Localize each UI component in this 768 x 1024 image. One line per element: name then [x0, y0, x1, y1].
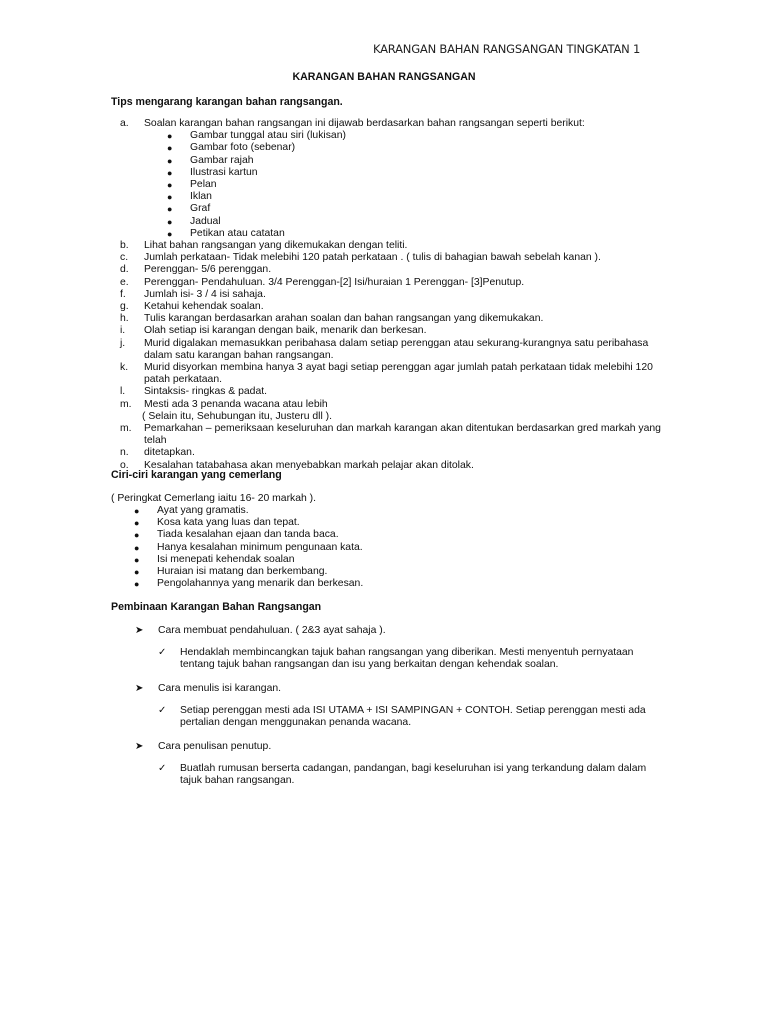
- bullet-icon: ●: [134, 542, 140, 553]
- sub-bullet: ● Graf: [167, 203, 211, 215]
- sub-bullet: ● Gambar foto (sebenar): [167, 142, 296, 154]
- list-item: o. Kesalahan tatabahasa akan menyebabkan markah pelajar akan ditolak.: [120, 459, 474, 471]
- list-item: i. Olah setiap isi karangan dengan baik, menarik dan berkesan.: [120, 325, 427, 337]
- sub-bullet: ● Gambar tunggal atau siri (lukisan): [167, 130, 346, 142]
- bullet-icon: ●: [167, 204, 173, 215]
- bullet-icon: ●: [134, 554, 140, 565]
- criteria-note: ( Peringkat Cemerlang iaitu 16- 20 markah ).: [111, 493, 317, 504]
- bullet-icon: ●: [167, 143, 173, 154]
- sub-bullet: ● Petikan atau catatan: [167, 227, 285, 239]
- bullet-icon: ●: [134, 579, 140, 590]
- sub-bullet: ● Iklan: [167, 191, 212, 203]
- list-item: ● Tiada kesalahan ejaan dan tanda baca.: [134, 529, 339, 541]
- bullet-icon: ●: [167, 228, 173, 239]
- list-item: [111, 118, 671, 130]
- bullet-icon: ●: [134, 530, 140, 541]
- list-item: e. Perenggan- Pendahuluan. 3/4 Perenggan-[2] Isi/huraian 1 Perenggan- [3]Penutup.: [120, 276, 525, 288]
- list-item: ● Isi menepati kehendak soalan: [134, 553, 295, 565]
- tips-list: [111, 118, 671, 472]
- detail-text: Hendaklah membincangkan tajuk bahan rangsangan yang diberikan. Mesti menyentuh pernyataan tentang tajuk bahan rangsangan dan isu yang berkaitan dengan kehendak soalan.: [180, 647, 634, 671]
- tips-heading: Tips mengarang karangan bahan rangsangan.: [111, 96, 343, 108]
- sub-bullet: ● Jadual: [167, 215, 221, 227]
- intro-detail: [158, 647, 658, 671]
- list-item: c. Jumlah perkataan- Tidak melebihi 120 patah perkataan . ( tulis di bahagian bawah sebelah kanan ).: [120, 252, 601, 264]
- list-item: ● Huraian isi matang dan berkembang.: [134, 566, 328, 578]
- criteria-list: [111, 505, 671, 590]
- criteria-heading: Ciri-ciri karangan yang cemerlang: [111, 469, 282, 481]
- construction-heading: Pembinaan Karangan Bahan Rangsangan: [111, 601, 322, 613]
- list-item: g. Ketahui kehendak soalan.: [120, 301, 264, 313]
- check-icon: ✓: [158, 647, 167, 658]
- bullet-icon: ●: [167, 131, 173, 142]
- material-types-list: [111, 130, 671, 240]
- list-item: ( Selain itu, Sehubungan itu, Justeru dll ).: [142, 410, 333, 422]
- sub-bullet: ● Gambar rajah: [167, 154, 254, 166]
- bullet-icon: ●: [167, 216, 173, 227]
- list-item: d. Perenggan- 5/6 perenggan.: [120, 264, 272, 276]
- list-item: m. Mesti ada 3 penanda wacana atau lebih: [120, 398, 328, 410]
- arrow-icon: ➤: [135, 625, 144, 636]
- list-item: ● Hanya kesalahan minimum pengunaan kata.: [134, 541, 363, 553]
- list-item: ● Pengolahannya yang menarik dan berkesan.: [134, 578, 364, 590]
- document-title: KARANGAN BAHAN RANGSANGAN: [292, 71, 476, 83]
- sub-bullet: ● Ilustrasi kartun: [167, 166, 258, 178]
- bullet-icon: ●: [134, 518, 140, 529]
- list-text: Soalan karangan bahan rangsangan ini dijawab berdasarkan bahan rangsangan seperti berikut:: [144, 118, 585, 129]
- list-item: n. ditetapkan.: [120, 447, 195, 459]
- body-detail: [158, 705, 658, 729]
- list-item: ● Kosa kata yang luas dan tepat.: [134, 517, 300, 529]
- conclusion-detail: [158, 763, 658, 787]
- list-item: m. Pemarkahan – pemeriksaan keseluruhan dan markah karangan akan ditentukan berdasarkan gred markah yang telah: [120, 423, 661, 447]
- list-item: l. Sintaksis- ringkas & padat.: [120, 386, 268, 398]
- sub-bullet: ● Pelan: [167, 179, 217, 191]
- bullet-icon: ●: [134, 506, 140, 516]
- list-item: k. Murid disyorkan membina hanya 3 ayat bagi setiap perenggan agar jumlah patah perkataan tidak melebihi 120 patah perkataan.: [120, 362, 653, 386]
- list-item: b. Lihat bahan rangsangan yang dikemukakan dengan teliti.: [120, 240, 408, 252]
- list-item: j. Murid digalakan memasukkan peribahasa dalam setiap perenggan atau sekurang-kurangnya satu peribahasa dalam satu karangan bahan rangsangan.: [120, 337, 649, 361]
- section-title: Cara membuat pendahuluan. ( 2&3 ayat sahaja ).: [158, 625, 386, 636]
- check-icon: ✓: [158, 763, 167, 774]
- list-item: ● Ayat yang gramatis.: [134, 505, 249, 516]
- check-icon: ✓: [158, 705, 167, 716]
- detail-text: Buatlah rumusan berserta cadangan, pandangan, bagi keseluruhan isi yang terkandung dalam dalam tajuk bahan rangsangan.: [180, 763, 647, 787]
- arrow-icon: ➤: [135, 683, 144, 694]
- bullet-icon: ●: [134, 567, 140, 578]
- bullet-icon: ●: [167, 180, 173, 191]
- bullet-icon: ●: [167, 167, 173, 178]
- bullet-icon: ●: [167, 192, 173, 203]
- running-header: KARANGAN BAHAN RANGSANGAN TINGKATAN 1: [373, 42, 641, 56]
- section-title: Cara penulisan penutup.: [158, 741, 272, 752]
- bullet-icon: ●: [167, 155, 173, 166]
- list-item: f. Jumlah isi- 3 / 4 isi sahaja.: [120, 288, 266, 300]
- list-item: h. Tulis karangan berdasarkan arahan soalan dan bahan rangsangan yang dikemukakan.: [120, 313, 544, 325]
- detail-text: Setiap perenggan mesti ada ISI UTAMA + ISI SAMPINGAN + CONTOH. Setiap perenggan mesti ada pertalian dengan menggunakan penanda wacana.: [180, 705, 646, 729]
- section-title: Cara menulis isi karangan.: [158, 683, 282, 694]
- arrow-icon: ➤: [135, 741, 144, 752]
- list-marker: a.: [120, 118, 129, 129]
